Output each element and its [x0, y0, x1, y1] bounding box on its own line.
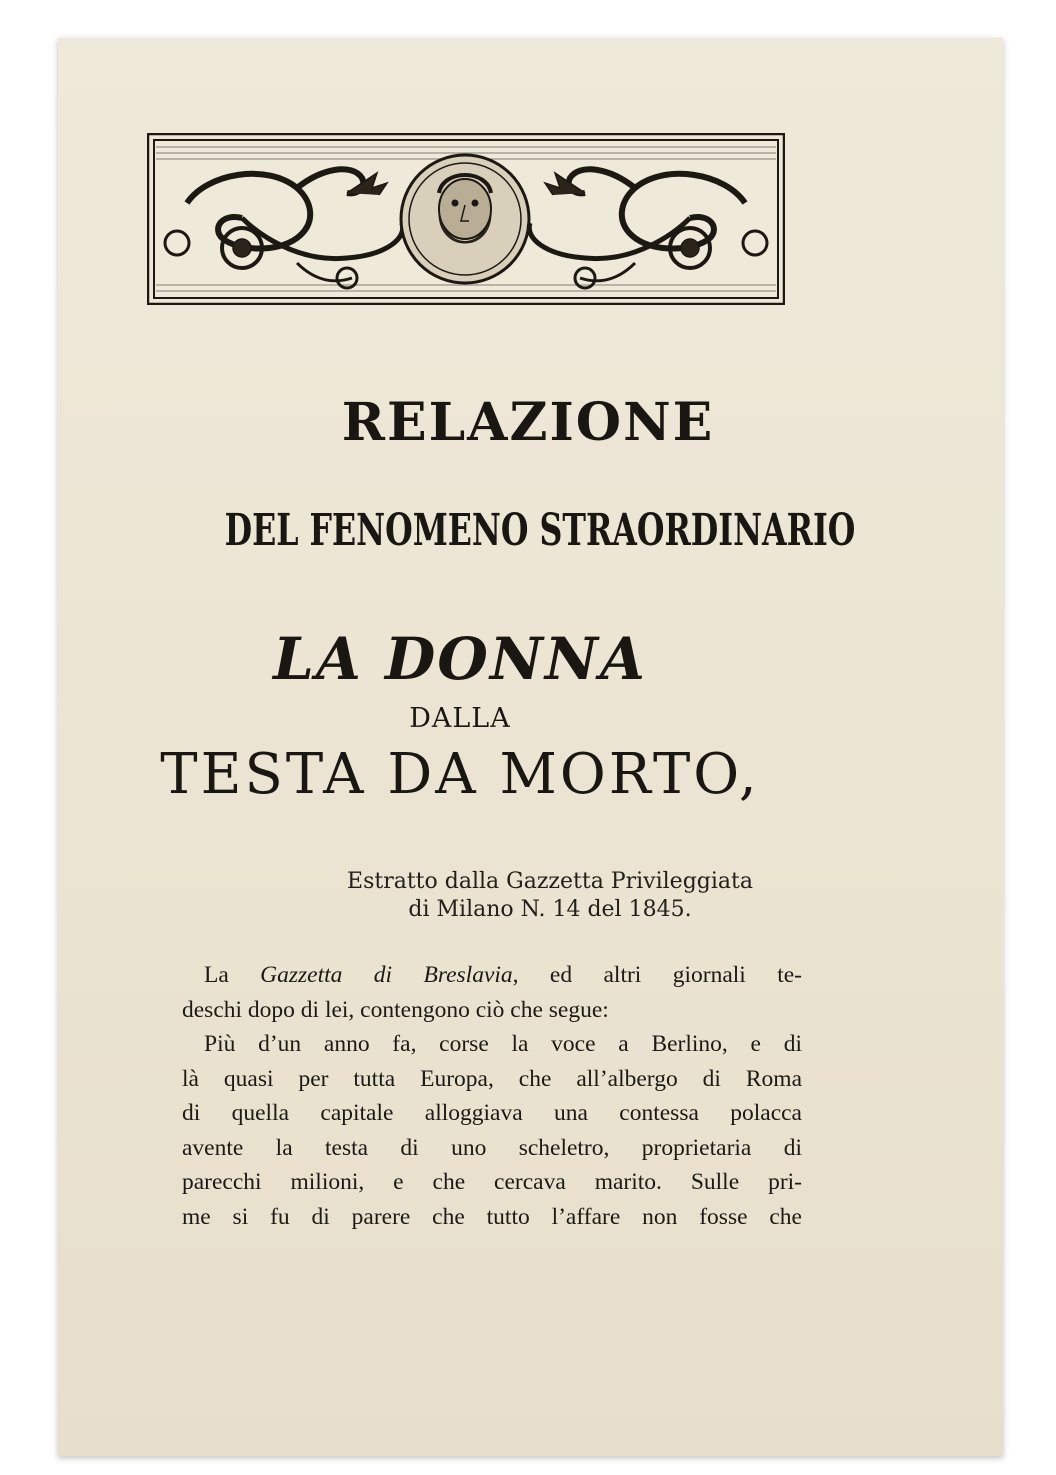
title-la-donna: LA DONNA	[273, 625, 647, 693]
text-line: deschi dopo di lei, contengono ciò che segue:	[182, 996, 609, 1023]
title-relazione: RELAZIONE	[341, 392, 715, 453]
text-line: me si fu di parere che tutto l’affare non fosse che	[182, 1203, 802, 1230]
text-line: parecchi milioni, e che cercava marito. Sulle pri-	[182, 1169, 802, 1195]
newspaper-title: Gazzetta di Breslavia	[260, 962, 513, 988]
woodcut-ornament-icon	[147, 133, 785, 305]
title-testa-da-morto: TESTA DA MORTO,	[160, 742, 760, 807]
title-fenomeno: DEL FENOMENO STRAORDINARIO	[224, 505, 856, 556]
text-line: là quasi per tutta Europa, che all’albergo di Roma	[182, 1065, 802, 1092]
text-line: avente la testa di uno scheletro, proprietaria di	[182, 1134, 802, 1161]
source-citation	[300, 868, 800, 924]
text-line: La Gazzetta di Breslavia, ed altri giornali te-	[204, 962, 802, 988]
body-text	[182, 958, 802, 1234]
bearded-face-medallion-icon	[401, 155, 529, 283]
title-dalla: DALLA	[409, 703, 511, 734]
source-line: Estratto dalla Gazzetta Privileggiata	[347, 869, 753, 894]
text-line: di quella capitale alloggiava una contessa polacca	[182, 1100, 802, 1126]
text-line: Più d’un anno fa, corse la voce a Berlino, e di	[204, 1031, 802, 1057]
source-line: di Milano N. 14 del 1845.	[408, 897, 692, 922]
